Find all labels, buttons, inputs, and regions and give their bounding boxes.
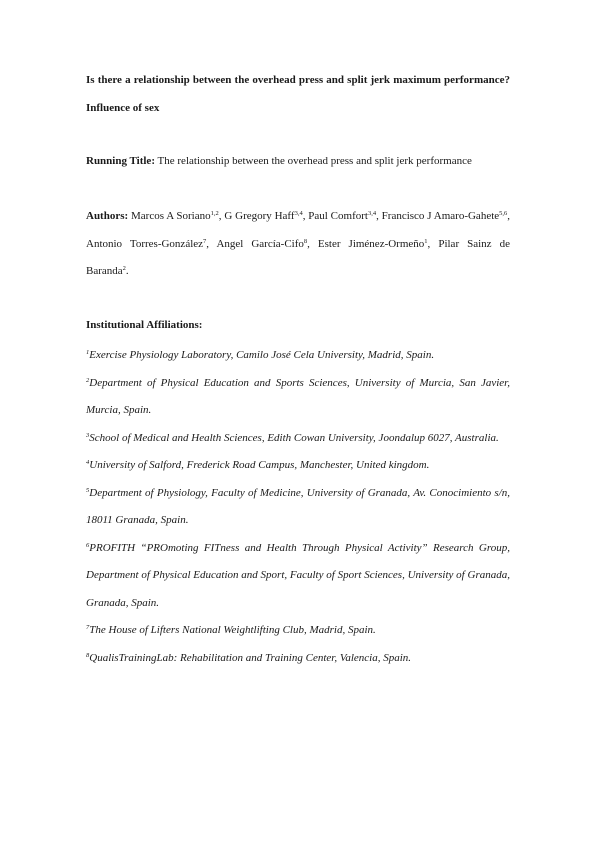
authors-label: Authors: [86, 210, 129, 222]
affiliation-item [86, 370, 510, 425]
affiliation-text: School of Medical and Health Sciences, Edith Cowan University, Joondalup 6027, Australia. [89, 431, 499, 444]
author-affiliation-marker: 1 [424, 237, 428, 245]
affiliation-item [86, 342, 510, 370]
affiliation-number: 5 [86, 486, 90, 494]
affiliation-list [86, 342, 510, 672]
author-affiliation-marker: 5,6 [499, 210, 508, 217]
affiliation-text: Exercise Physiology Laboratory, Camilo José Cela University, Madrid, Spain. [89, 349, 435, 361]
author-affiliation-marker: 2 [122, 265, 126, 272]
running-title [86, 150, 510, 172]
author-name: G Gregory Haff [224, 210, 295, 222]
affiliation-number: 4 [86, 459, 90, 466]
author-affiliation-marker: 7 [203, 237, 207, 245]
affiliation-number: 7 [86, 624, 90, 631]
affiliations-heading: Institutional Affiliations: [86, 319, 203, 331]
affiliation-text: QualisTrainingLab: Rehabilitation and Training Center, Valencia, Spain. [89, 651, 412, 664]
affiliation-item [86, 645, 510, 673]
affiliation-number: 2 [86, 376, 90, 384]
affiliation-text: Department of Physical Education and Sports Sciences, University of Murcia, San Javier, Murcia, Spain. [86, 376, 510, 416]
affiliation-number: 1 [86, 349, 90, 356]
running-title-text: The relationship between the overhead press and split jerk performance [157, 155, 472, 167]
author-name: Ester Jiménez-Ormeño [317, 237, 425, 250]
affiliation-item [86, 535, 510, 618]
affiliation-text: University of Salford, Frederick Road Campus, Manchester, United kingdom. [89, 459, 430, 471]
author-name: Pilar Sainz de Baranda [86, 237, 510, 277]
author-separator: . [125, 265, 129, 277]
author-separator: , [307, 237, 318, 250]
author-name: Francisco J Amaro-Gahete [381, 210, 500, 222]
affiliation-number: 6 [86, 541, 90, 549]
author-separator: , [507, 210, 511, 222]
author-name: Antonio Torres-González [86, 237, 204, 250]
author-name: Paul Comfort [308, 210, 368, 222]
affiliation-text: Department of Physiology, Faculty of Medicine, University of Granada, Av. Conocimiento s/n, 18011 Granada, Spain. [86, 486, 510, 526]
author-name: Marcos A Soriano [131, 210, 211, 222]
affiliation-text: The House of Lifters National Weightlifting Club, Madrid, Spain. [89, 624, 376, 636]
author-separator: , [206, 237, 217, 250]
affiliation-item [86, 425, 510, 453]
author-name: Angel García-Cifo [216, 237, 304, 250]
running-title-label: Running Title: [86, 155, 155, 167]
affiliation-number: 3 [86, 431, 90, 439]
affiliation-number: 8 [86, 651, 90, 659]
affiliation-item [86, 617, 510, 645]
affiliation-item [86, 480, 510, 535]
author-names [86, 210, 510, 277]
author-affiliation-marker: 1,2 [210, 210, 219, 217]
paper-title: Is there a relationship between the overhead press and split jerk maximum performance? Influence of sex [86, 74, 510, 114]
author-separator: , [302, 210, 309, 222]
author-affiliation-marker: 8 [303, 237, 308, 245]
author-affiliation-marker: 3,4 [367, 210, 377, 217]
affiliation-item [86, 452, 510, 480]
author-list [86, 203, 510, 286]
author-affiliation-marker: 3,4 [294, 210, 303, 217]
author-separator: , [376, 210, 382, 222]
author-separator: , [218, 210, 225, 222]
author-separator: , [427, 237, 439, 250]
affiliation-text: PROFITH “PROmoting FITness and Health Through Physical Activity” Research Group, Department of Physical Education and Sport, Faculty of Sport Sciences, University of Granada, Granada, Spain. [86, 541, 510, 609]
